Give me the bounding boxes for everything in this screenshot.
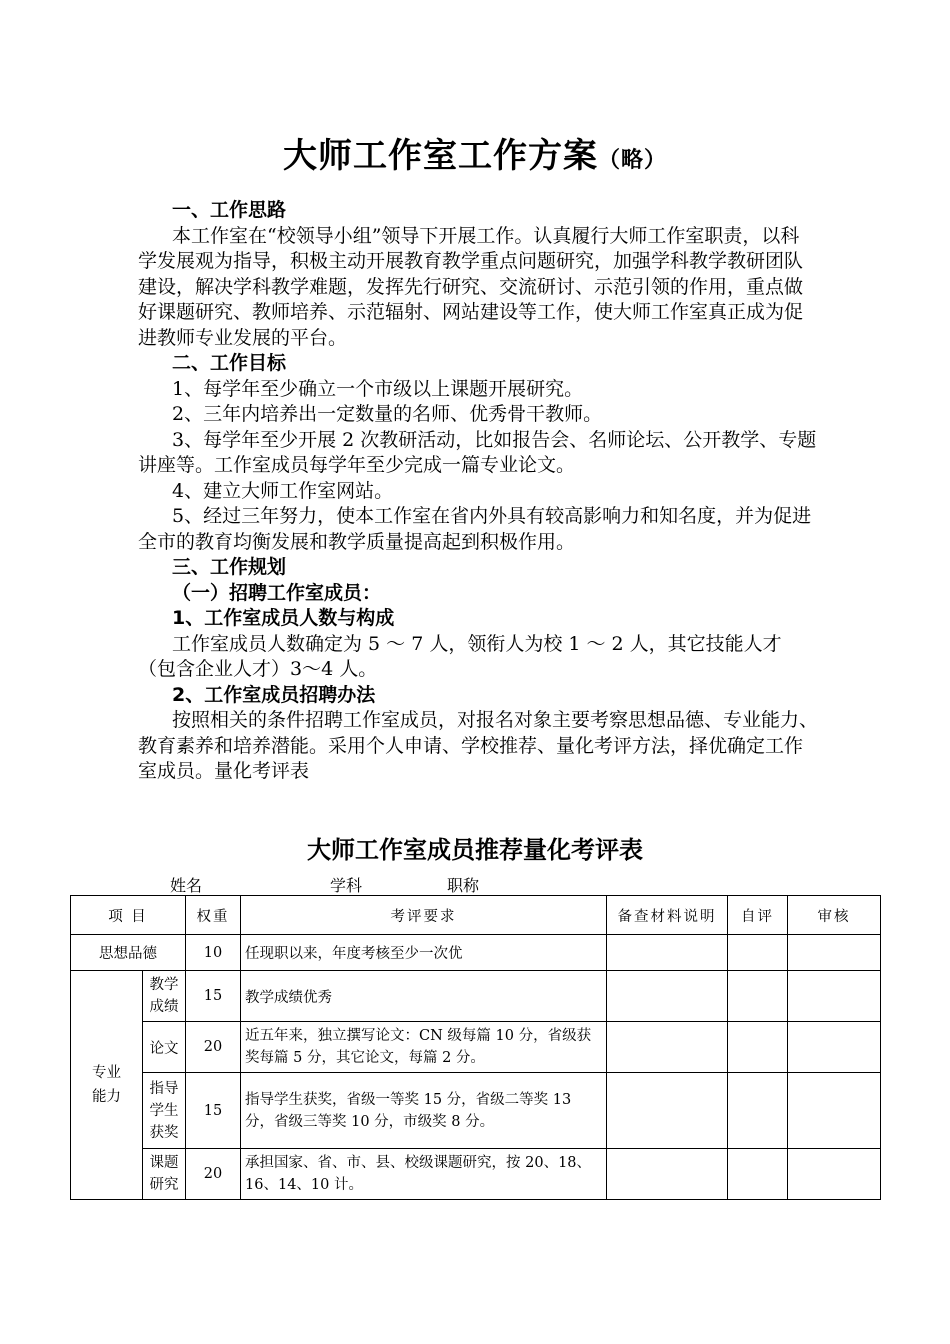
section-1-text: 本工作室在“校领导小组”领导下开展工作。认真履行大师工作室职责，以科学发展观为指导，积极主动开展教育教学重点问题研究，加强学科教学教研团队建设，解决学科教学难题，发挥先行研究、交流研讨、示范引领的作用，重点做好课题研究、教师培养、示范辐射、网站建设等工作，使大师工作室真正成为促进教师专业发展的平台。 <box>138 224 804 349</box>
goal-item: 4、建立大师工作室网站。 <box>172 479 394 502</box>
title-text: 大师工作室工作方案 <box>282 136 598 176</box>
document-body <box>138 198 818 785</box>
self-score-cell <box>728 971 788 1022</box>
item-text-2: 按照相关的条件招聘工作室成员，对报名对象主要考察思想品德、专业能力、教育素养和培养潜能。采用个人申请、学校推荐、量化考评方法，择优确定工作室成员。量化考评表 <box>138 709 819 782</box>
section-heading-3: 三、工作规划 <box>172 556 287 578</box>
header-weight: 权重 <box>186 896 241 935</box>
item-heading-1: 1、工作室成员人数与构成 <box>172 607 395 629</box>
self-score-cell <box>728 1149 788 1200</box>
row-weight: 20 <box>186 1022 241 1073</box>
row-sub <box>143 971 186 1022</box>
header-review: 审核 <box>788 896 881 935</box>
group-label-text: 专业能力 <box>91 1065 121 1105</box>
row-weight: 10 <box>186 935 241 971</box>
row-sub <box>143 1149 186 1200</box>
field-title-label: 职称 <box>447 876 480 895</box>
item-heading-2: 2、工作室成员招聘办法 <box>172 683 376 706</box>
review-cell <box>788 1149 881 1200</box>
header-req: 考评要求 <box>241 896 607 935</box>
table-row <box>71 1022 881 1073</box>
row-item: 思想品德 <box>71 935 186 971</box>
row-req: 承担国家、省、市、县、校级课题研究，按 20、18、16、14、10 计。 <box>241 1149 607 1200</box>
row-weight: 20 <box>186 1149 241 1200</box>
review-cell <box>788 971 881 1022</box>
review-cell <box>788 935 881 971</box>
material-cell <box>607 1149 728 1200</box>
header-item: 项 目 <box>71 896 186 935</box>
section-heading-1: 一、工作思路 <box>172 199 287 221</box>
self-score-cell <box>728 935 788 971</box>
table-row <box>71 1073 881 1149</box>
sub-text: 课题研究 <box>149 1155 179 1193</box>
table-row <box>71 935 881 971</box>
goal-item: 5、经过三年努力，使本工作室在省内外具有较高影响力和知名度，并为促进全市的教育均衡发展和教学质量提高起到积极作用。 <box>138 505 812 553</box>
field-name-label: 姓名 <box>170 876 203 895</box>
sub-text: 教学成绩 <box>149 977 179 1015</box>
sub-text: 指导学生获奖 <box>149 1080 179 1141</box>
row-weight: 15 <box>186 1073 241 1149</box>
row-req: 指导学生获奖，省级一等奖 15 分，省级二等奖 13 分，省级三等奖 10 分，市级奖 8 分。 <box>241 1073 607 1149</box>
material-cell <box>607 935 728 971</box>
material-cell <box>607 1022 728 1073</box>
title-note: （略） <box>597 148 667 173</box>
page-title <box>0 128 950 177</box>
table-row <box>71 971 881 1022</box>
review-cell <box>788 1022 881 1073</box>
goal-item: 1、每学年至少确立一个市级以上课题开展研究。 <box>172 377 584 400</box>
table-title: 大师工作室成员推荐量化考评表 <box>307 836 643 864</box>
review-cell <box>788 1073 881 1149</box>
row-req: 近五年来，独立撰写论文：CN 级每篇 10 分，省级获奖每篇 5 分，其它论文，每篇 2 分。 <box>241 1022 607 1073</box>
table-header-row <box>71 896 881 935</box>
row-sub <box>143 1073 186 1149</box>
section-heading-2: 二、工作目标 <box>172 352 287 374</box>
material-cell <box>607 1073 728 1149</box>
subsection-heading: （一）招聘工作室成员： <box>172 581 382 604</box>
row-req: 教学成绩优秀 <box>241 971 607 1022</box>
item-text-1: 工作室成员人数确定为 5 ～ 7 人，领衔人为校 1 ～ 2 人，其它技能人才（包含企业人才）3～4 人。 <box>138 632 782 680</box>
row-weight: 15 <box>186 971 241 1022</box>
goal-item: 3、每学年至少开展 2 次教研活动，比如报告会、名师论坛、公开教学、专题讲座等。工作室成员每学年至少完成一篇专业论文。 <box>138 428 817 476</box>
row-req: 任现职以来，年度考核至少一次优 <box>241 935 607 971</box>
table-row <box>71 1149 881 1200</box>
self-score-cell <box>728 1022 788 1073</box>
group-label <box>71 971 143 1200</box>
header-material: 备查材料说明 <box>607 896 728 935</box>
self-score-cell <box>728 1073 788 1149</box>
material-cell <box>607 971 728 1022</box>
header-self: 自评 <box>728 896 788 935</box>
goal-item: 2、三年内培养出一定数量的名师、优秀骨干教师。 <box>172 403 603 425</box>
evaluation-table <box>70 895 881 1200</box>
row-sub: 论文 <box>143 1022 186 1073</box>
field-subject-label: 学科 <box>330 876 363 895</box>
